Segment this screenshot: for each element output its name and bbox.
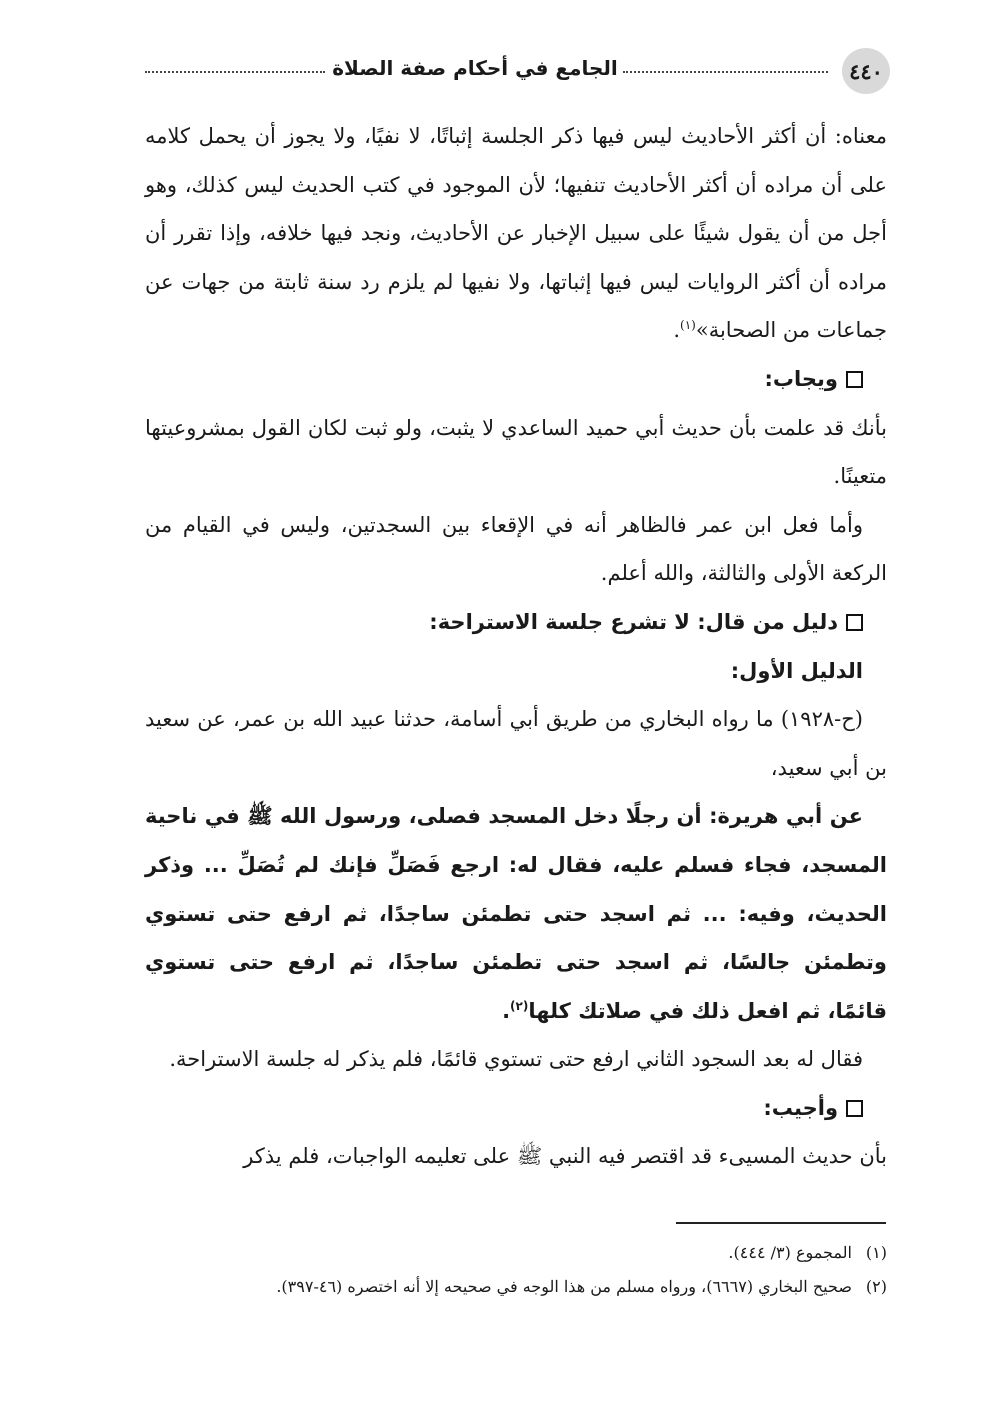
heading-first-evidence: الدليل الأول: xyxy=(730,658,863,683)
paragraph-ibn-umar: وأما فعل ابن عمر فالظاهر أنه في الإقعاء بين السجدتين، وليس في القيام من الركعة الأولى والثالثة، والله أعلم. xyxy=(145,512,887,586)
page-number-badge: ٤٤٠ xyxy=(842,48,890,94)
footnotes xyxy=(145,1236,887,1304)
hadith-text: عن أبي هريرة: أن رجلًا دخل المسجد فصلى، ورسول الله ﷺ في ناحية المسجد، فجاء فسلم عليه، فقال له: ارجع فَصَلِّ فإنك لم تُصَلِّ ... وذكر الحديث، وفيه: ... ثم اسجد حتى تطمئن ساجدًا، ثم ارفع حتى تستوي وتطمئن جالسًا، ثم اسجد حتى تطمئن ساجدًا، ثم ارفع حتى تستوي قائمًا، ثم افعل ذلك في صلاتك كلها$^{(٢)}$. xyxy=(145,804,887,1023)
page-header xyxy=(145,48,890,94)
heading-evidence: دليل من قال: لا تشرع جلسة الاستراحة: xyxy=(145,598,887,647)
heading-answer: وأجيب: xyxy=(145,1084,887,1133)
main-text xyxy=(145,112,887,1181)
checkbox-square-icon xyxy=(846,1100,863,1117)
header-dots-right xyxy=(623,71,828,73)
footnote-ref-2[interactable]: (٢) xyxy=(510,998,529,1013)
checkbox-square-icon xyxy=(846,371,863,388)
footnote-divider xyxy=(676,1222,886,1224)
footnote-item: (٢)صحيح البخاري (٦٦٦٧)، ورواه مسلم من هذا الوجه في صحيحه إلا أنه اختصره (٤٦-٣٩٧). xyxy=(276,1277,887,1296)
paragraph-answer: بأن حديث المسيىء قد اقتصر فيه النبي ﷺ على تعليمه الواجبات، فلم يذكر xyxy=(243,1144,887,1169)
checkbox-square-icon xyxy=(846,614,863,631)
paragraph-quote-end: معناه: أن أكثر الأحاديث ليس فيها ذكر الجلسة إثباتًا، لا نفيًا، ولا يجوز أن يحمل كلامه على أن مراده أن أكثر الأحاديث تنفيها؛ لأن الموجود في كتب الحديث ليس كذلك، وهو أجل من أن يقول شيئًا على سبيل الإخبار عن الأحاديث، ونجد فيها خلافه، وإذا تقرر أن مراده أن أكثر الروايات ليس فيها إثباتها، ولا نفيها لم يلزم رد سنة ثابتة من جهات عن جماعات من الصحابة»$^{(١)}$. xyxy=(145,124,887,343)
footnote-ref-1[interactable]: (١) xyxy=(680,318,696,333)
paragraph-explanation: فقال له بعد السجود الثاني ارفع حتى تستوي قائمًا، فلم يذكر له جلسة الاستراحة. xyxy=(169,1047,863,1072)
header-dots-left xyxy=(145,71,325,73)
paragraph-reply: بأنك قد علمت بأن حديث أبي حميد الساعدي لا يثبت، ولو ثبت لكان القول بمشروعيتها متعينًا. xyxy=(145,415,887,489)
heading-reply: ويجاب: xyxy=(145,355,887,404)
footnote-item: (١)المجموع (٣/ ٤٤٤). xyxy=(728,1243,887,1262)
running-title: الجامع في أحكام صفة الصلاة xyxy=(332,56,618,80)
paragraph-isnad: (ح-١٩٢٨) ما رواه البخاري من طريق أبي أسامة، حدثنا عبيد الله بن عمر، عن سعيد بن أبي سعيد، xyxy=(145,707,887,780)
